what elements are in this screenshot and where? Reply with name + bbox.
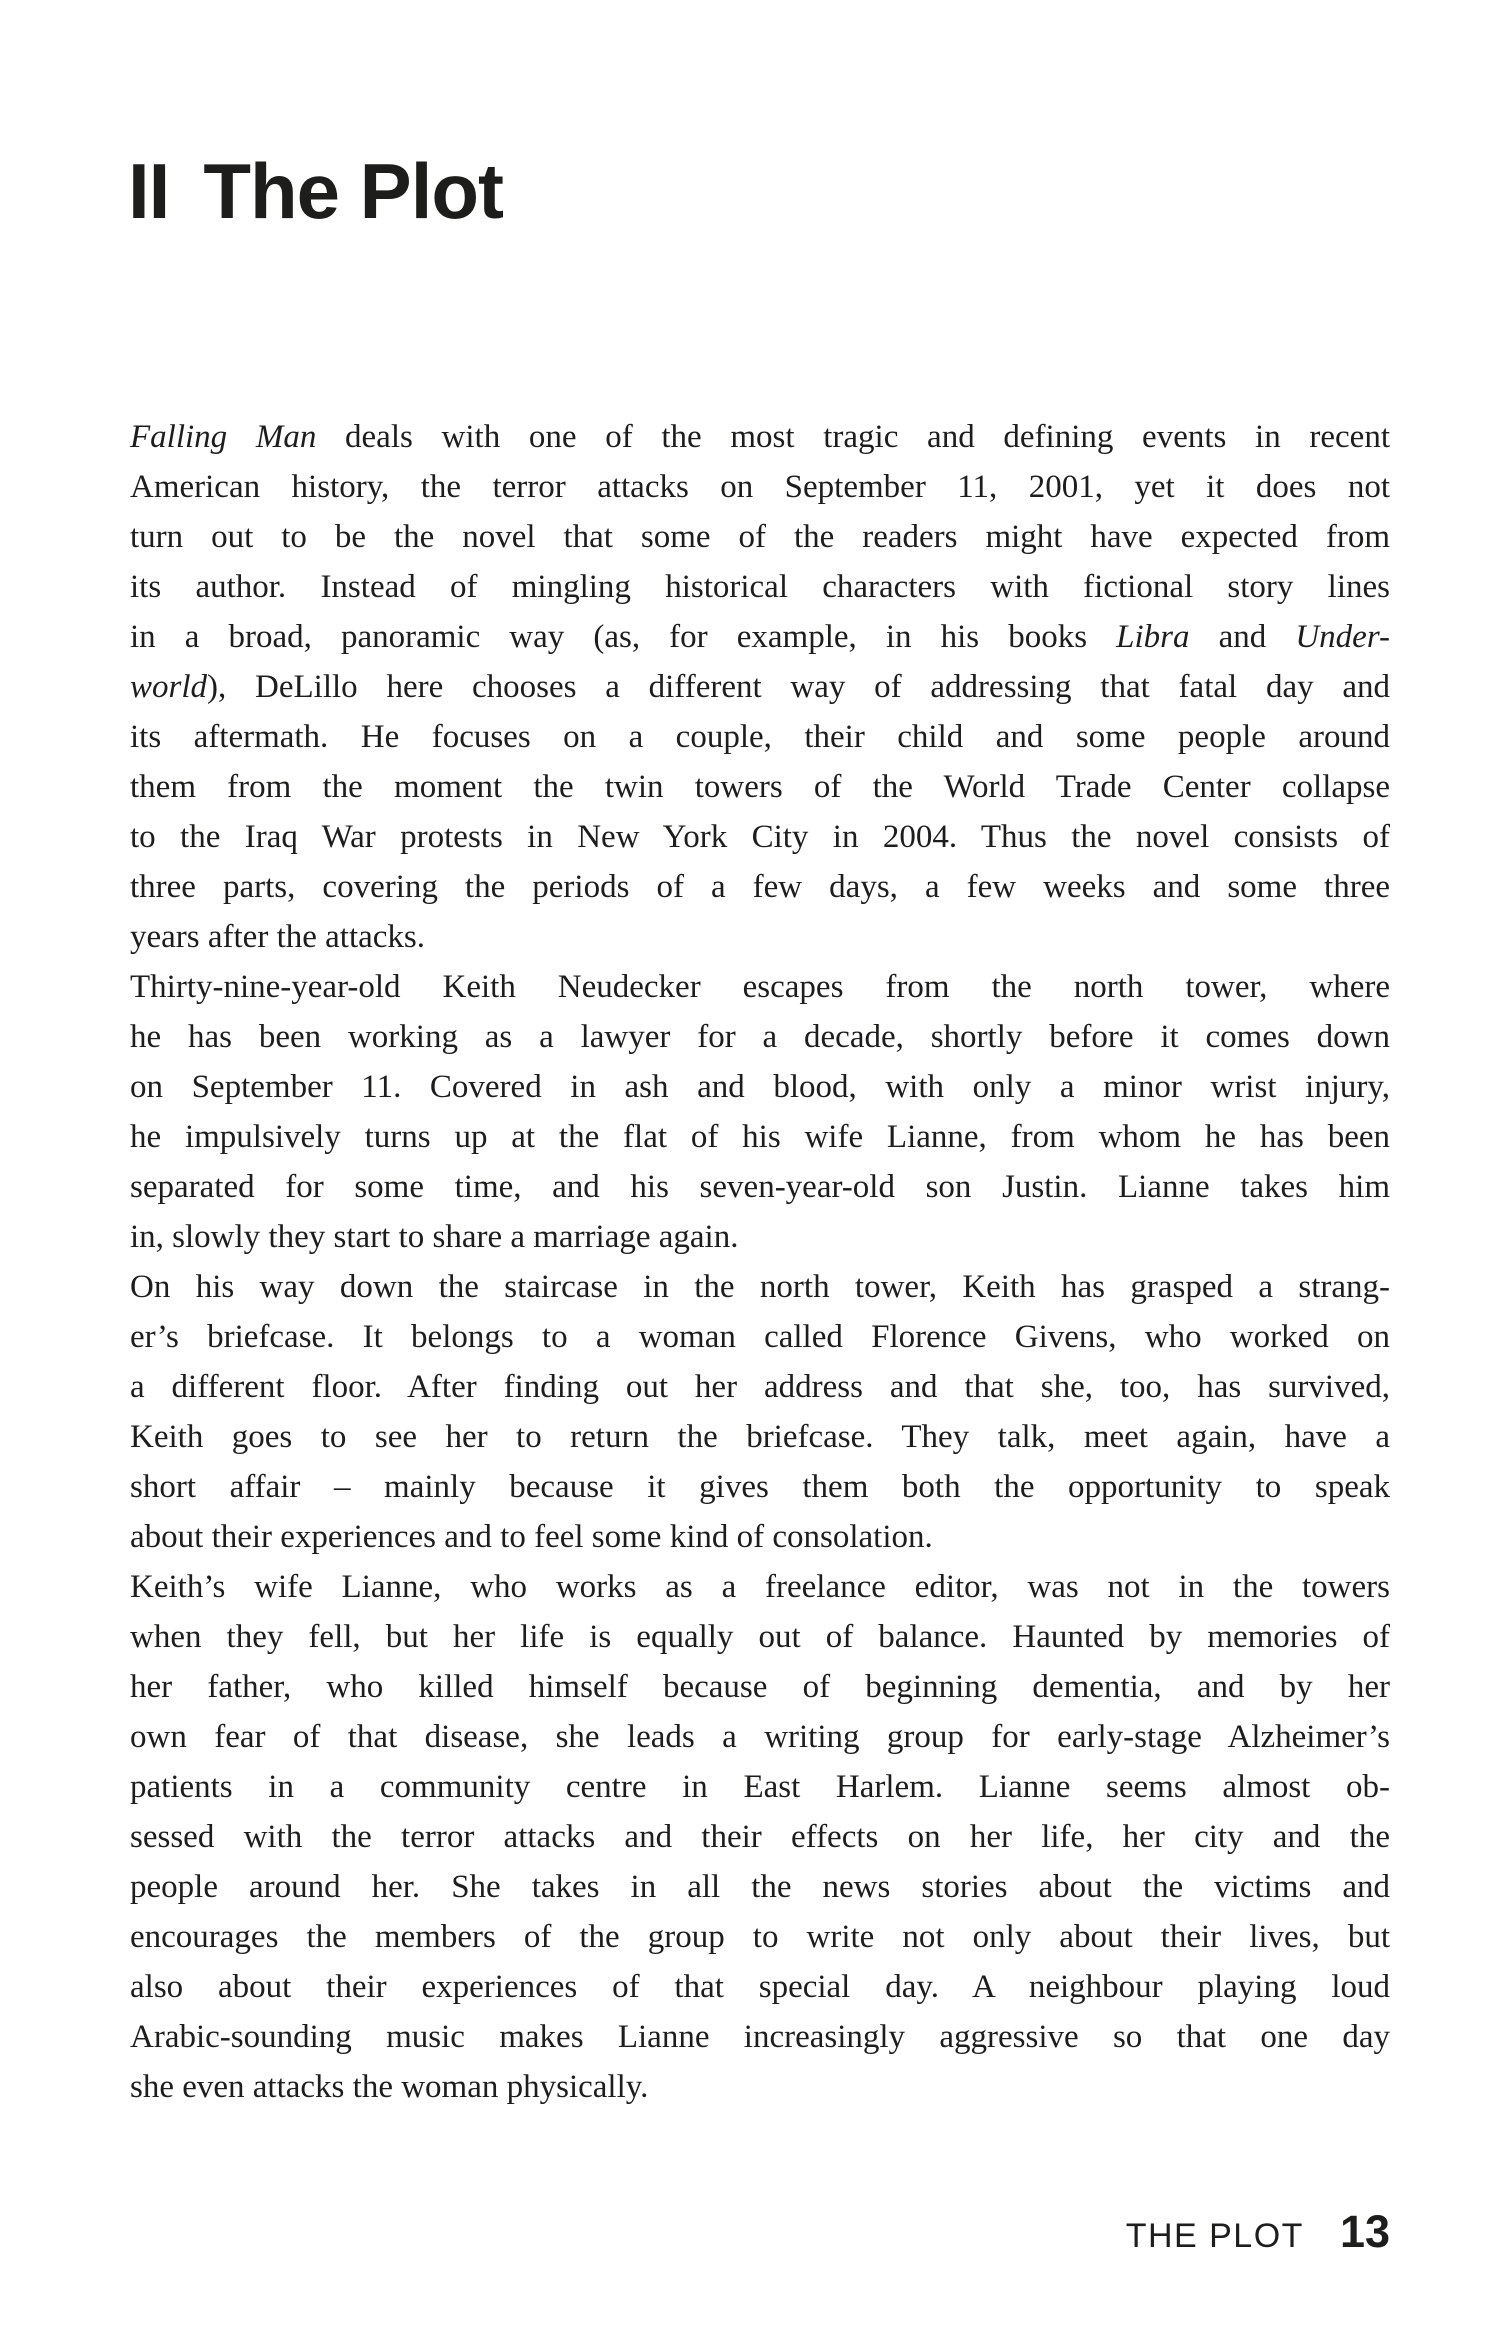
text-line: patients in a community centre in East Harlem. Lianne seems almost ob-: [130, 1769, 1390, 1805]
text-line: sessed with the terror attacks and their effects on her life, her city and the: [130, 1819, 1390, 1855]
text-line: three parts, covering the periods of a few days, a few weeks and some three: [130, 869, 1390, 905]
body-text: [130, 412, 1390, 2112]
text-line: American history, the terror attacks on September 11, 2001, yet it does not: [130, 469, 1390, 505]
text-line: own fear of that disease, she leads a writing group for early-stage Alzheimer’s: [130, 1719, 1390, 1755]
text-line: er’s briefcase. It belongs to a woman called Florence Givens, who worked on: [130, 1319, 1390, 1355]
text-line: its aftermath. He focuses on a couple, their child and some people around: [130, 719, 1390, 755]
text-line: encourages the members of the group to write not only about their lives, but: [130, 1919, 1390, 1955]
text-line: she even attacks the woman physically.: [130, 2069, 649, 2105]
text-line: Keith’s wife Lianne, who works as a freelance editor, was not in the towers: [130, 1569, 1390, 1605]
text-line: them from the moment the twin towers of the World Trade Center collapse: [130, 769, 1390, 805]
text-line: world), DeLillo here chooses a different way of addressing that fatal day and: [130, 669, 1390, 705]
paragraph: [130, 1562, 1390, 2112]
chapter-title: The Plot: [203, 147, 504, 235]
text-line: its author. Instead of mingling historical characters with fictional story lines: [130, 569, 1390, 605]
text-line: on September 11. Covered in ash and blood, with only a minor wrist injury,: [130, 1069, 1390, 1105]
text-line: about their experiences and to feel some kind of consolation.: [130, 1519, 933, 1555]
chapter-heading: [128, 147, 504, 235]
page-number: 13: [1339, 2206, 1390, 2257]
text-line: short affair – mainly because it gives them both the opportunity to speak: [130, 1469, 1390, 1505]
text-line: separated for some time, and his seven-year-old son Justin. Lianne takes him: [130, 1169, 1390, 1205]
text-line: Arabic-sounding music makes Lianne increasingly aggressive so that one day: [130, 2019, 1390, 2055]
text-line: Falling Man deals with one of the most tragic and defining events in recent: [130, 419, 1390, 455]
text-line: On his way down the staircase in the north tower, Keith has grasped a strang-: [130, 1269, 1390, 1305]
text-line: turn out to be the novel that some of the readers might have expected from: [130, 519, 1390, 555]
text-line: years after the attacks.: [130, 919, 426, 955]
text-line: also about their experiences of that special day. A neighbour playing loud: [130, 1969, 1390, 2005]
text-line: he has been working as a lawyer for a decade, shortly before it comes down: [130, 1019, 1390, 1055]
chapter-number: II: [128, 147, 170, 235]
running-header: THE PLOT: [1125, 2217, 1304, 2255]
paragraph: [130, 412, 1390, 962]
text-line: people around her. She takes in all the news stories about the victims and: [130, 1869, 1390, 1905]
text-line: her father, who killed himself because of beginning dementia, and by her: [130, 1669, 1390, 1705]
paragraph: [130, 962, 1390, 1262]
text-line: in a broad, panoramic way (as, for example, in his books Libra and Under-: [130, 619, 1390, 655]
text-line: when they fell, but her life is equally out of balance. Haunted by memories of: [130, 1619, 1390, 1655]
page-footer: [1126, 2206, 1390, 2258]
paragraph: [130, 1262, 1390, 1562]
text-line: in, slowly they start to share a marriage again.: [130, 1219, 739, 1255]
text-line: he impulsively turns up at the flat of his wife Lianne, from whom he has been: [130, 1119, 1390, 1155]
text-line: to the Iraq War protests in New York City in 2004. Thus the novel consists of: [130, 819, 1390, 855]
text-line: a different floor. After finding out her address and that she, too, has survived,: [130, 1369, 1390, 1405]
text-line: Keith goes to see her to return the briefcase. They talk, meet again, have a: [130, 1419, 1390, 1455]
text-line: Thirty-nine-year-old Keith Neudecker escapes from the north tower, where: [130, 969, 1390, 1005]
